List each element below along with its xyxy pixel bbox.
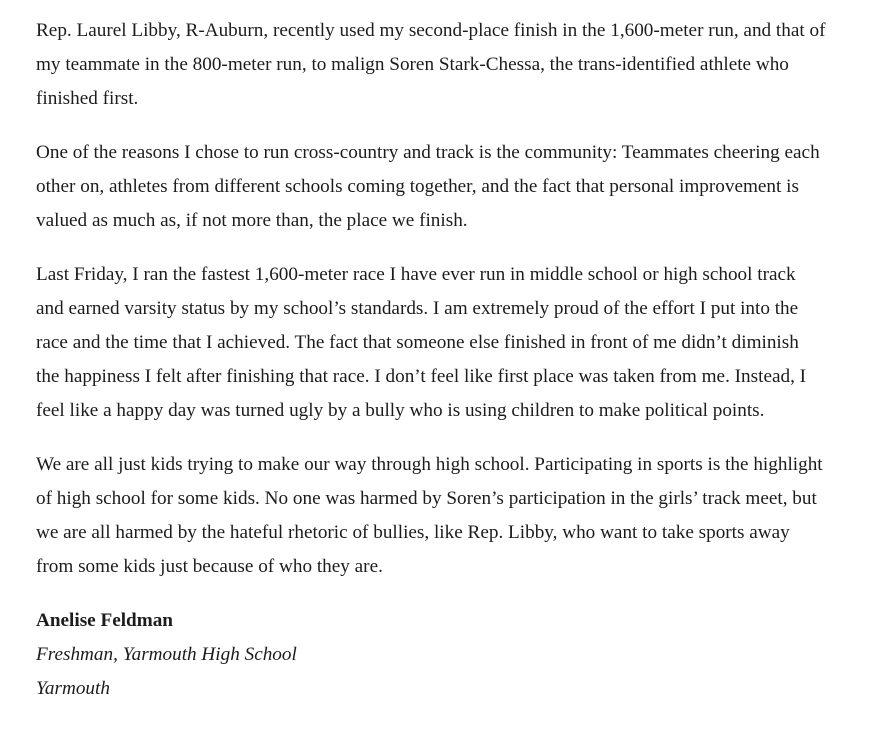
letter-body bbox=[36, 14, 826, 706]
signature-title: Freshman, Yarmouth High School bbox=[36, 644, 297, 665]
letter-paragraph-1: Rep. Laurel Libby, R-Auburn, recently used my second-place finish in the 1,600-meter run, and that of my teammate in the 800-meter run, to malign Soren Stark-Chessa, the trans-identified athlete who finished first. bbox=[36, 20, 826, 109]
signature-name: Anelise Feldman bbox=[36, 610, 173, 631]
signature-block bbox=[36, 604, 826, 706]
signature-location: Yarmouth bbox=[36, 678, 110, 699]
letter-paragraph-2: One of the reasons I chose to run cross-country and track is the community: Teammates cheering each other on, athletes from different schools coming together, and the fact that personal improvement is valued as much as, if not more than, the place we finish. bbox=[36, 142, 820, 231]
letter-paragraph-3: Last Friday, I ran the fastest 1,600-meter race I have ever run in middle school or high school track and earned varsity status by my school’s standards. I am extremely proud of the effort I put into the race and the time that I achieved. The fact that someone else finished in front of me didn’t diminish the happiness I felt after finishing that race. I don’t feel like first place was taken from me. Instead, I feel like a happy day was turned ugly by a bully who is using children to make political points. bbox=[36, 264, 807, 421]
letter-paragraph-4: We are all just kids trying to make our way through high school. Participating in sports is the highlight of high school for some kids. No one was harmed by Soren’s participation in the girls’ track meet, but we are all harmed by the hateful rhetoric of bullies, like Rep. Libby, who want to take sports away from some kids just because of who they are. bbox=[36, 454, 823, 577]
